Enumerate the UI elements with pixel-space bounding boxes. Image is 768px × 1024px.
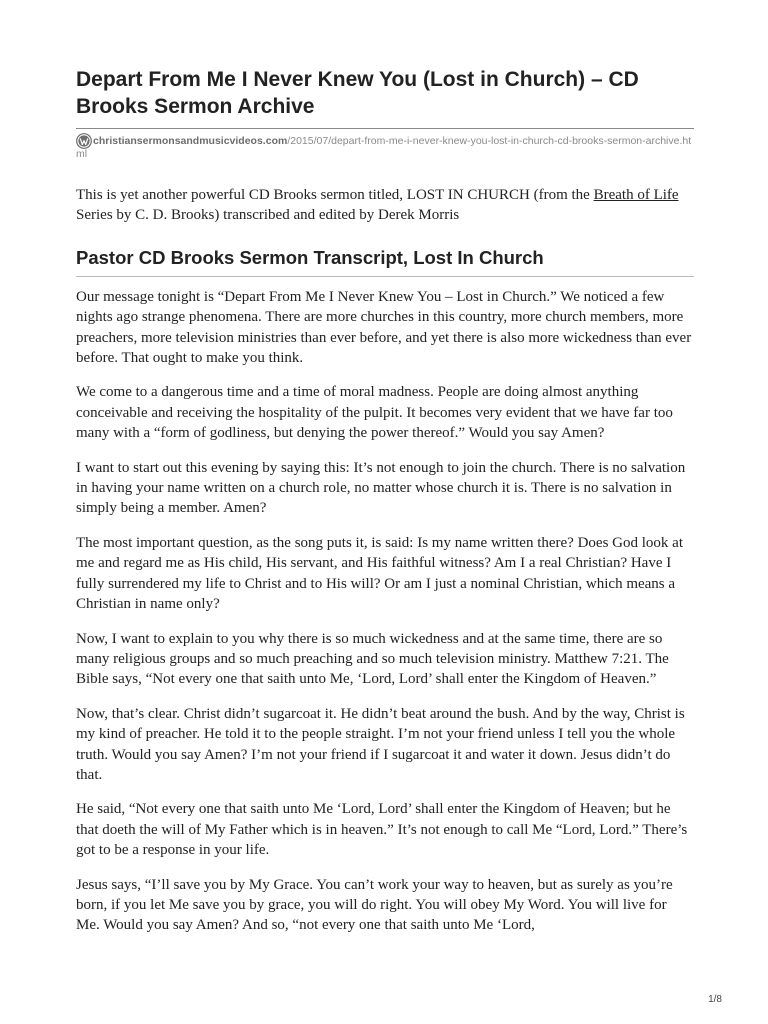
source-domain: christiansermonsandmusicvideos.com: [93, 135, 288, 147]
breath-of-life-link[interactable]: Breath of Life: [593, 187, 679, 203]
paragraph: He said, “Not every one that saith unto Me ‘Lord, Lord’ shall enter the Kingdom of Heaven; but he that doeth the will of My Father which is in heaven.” It’s not enough to call Me “Lord, Lord.” There’s got to be a response in your life.: [76, 801, 688, 859]
paragraph: The most important question, as the song puts it, is said: Is my name written there? Does God look at me and regard me as His child, His servant, and His faithful witness? Am I a real Christian? Have I fully surrendered my life to Christ and to His will? Or am I just a nominal Christian, which means a Christian in name only?: [76, 534, 683, 613]
page-title: Depart From Me I Never Knew You (Lost in Church) – CD Brooks Sermon Archive: [76, 68, 639, 118]
paragraph: Jesus says, “I’ll save you by My Grace. You can’t work your way to heaven, but as surely as you’re born, if you let Me save you by grace, you will do right. You will obey My Word. You will live for Me. Would you say Amen? And so, “not every one that saith unto Me ‘Lord,: [76, 876, 673, 934]
intro-text-2: Series by C. D. Brooks) transcribed and edited by Derek Morris: [76, 207, 460, 224]
paragraph: Now, I want to explain to you why there is so much wickedness and at the same time, there are so many religious groups and so much preaching and so much television ministry. Matthew 7:21. The Bible says, “Not every one that saith unto Me, ‘Lord, Lord’ shall enter the Kingdom of Heaven.”: [76, 630, 669, 688]
wordpress-icon: [76, 133, 92, 149]
source-url[interactable]: [76, 135, 694, 161]
page-number: 1/8: [708, 994, 722, 1005]
paragraph: I want to start out this evening by saying this: It’s not enough to join the church. There is no salvation in having your name written on a church role, no matter whose church it is. There is no salvation in simply being a member. Amen?: [76, 459, 686, 517]
section-title: Pastor CD Brooks Sermon Transcript, Lost In Church: [76, 246, 694, 277]
intro-text-1: This is yet another powerful CD Brooks sermon titled, LOST IN CHURCH (from the: [76, 187, 594, 203]
paragraph: Our message tonight is “Depart From Me I Never Knew You – Lost in Church.” We noticed a few nights ago strange phenomena. There are more churches in this country, more church members, more preachers, more television ministries than ever before, and yet there is also more wickedness than ever before. That ought to make you think.: [76, 288, 692, 367]
intro-paragraph: [76, 185, 694, 226]
paragraph: Now, that’s clear. Christ didn’t sugarcoat it. He didn’t beat around the bush. And by the way, Christ is my kind of preacher. He told it to the people straight. I’m not your friend unless I tell you the whole truth. Would you say Amen? I’m not your friend if I sugarcoat it and water it down. Jesus didn’t do that.: [76, 705, 685, 783]
source-path: /2015/07/depart-from-me-i-never-knew-you-lost-in-church-cd-brooks-sermon-archive.html: [76, 135, 692, 160]
source-url-row: [76, 128, 694, 161]
paragraph: We come to a dangerous time and a time of moral madness. People are doing almost anything conceivable and receiving the hospitality of the pulpit. It becomes very evident that we have far too many with a “form of godliness, but denying the power thereof.” Would you say Amen?: [76, 384, 673, 442]
document-page: [76, 66, 694, 950]
